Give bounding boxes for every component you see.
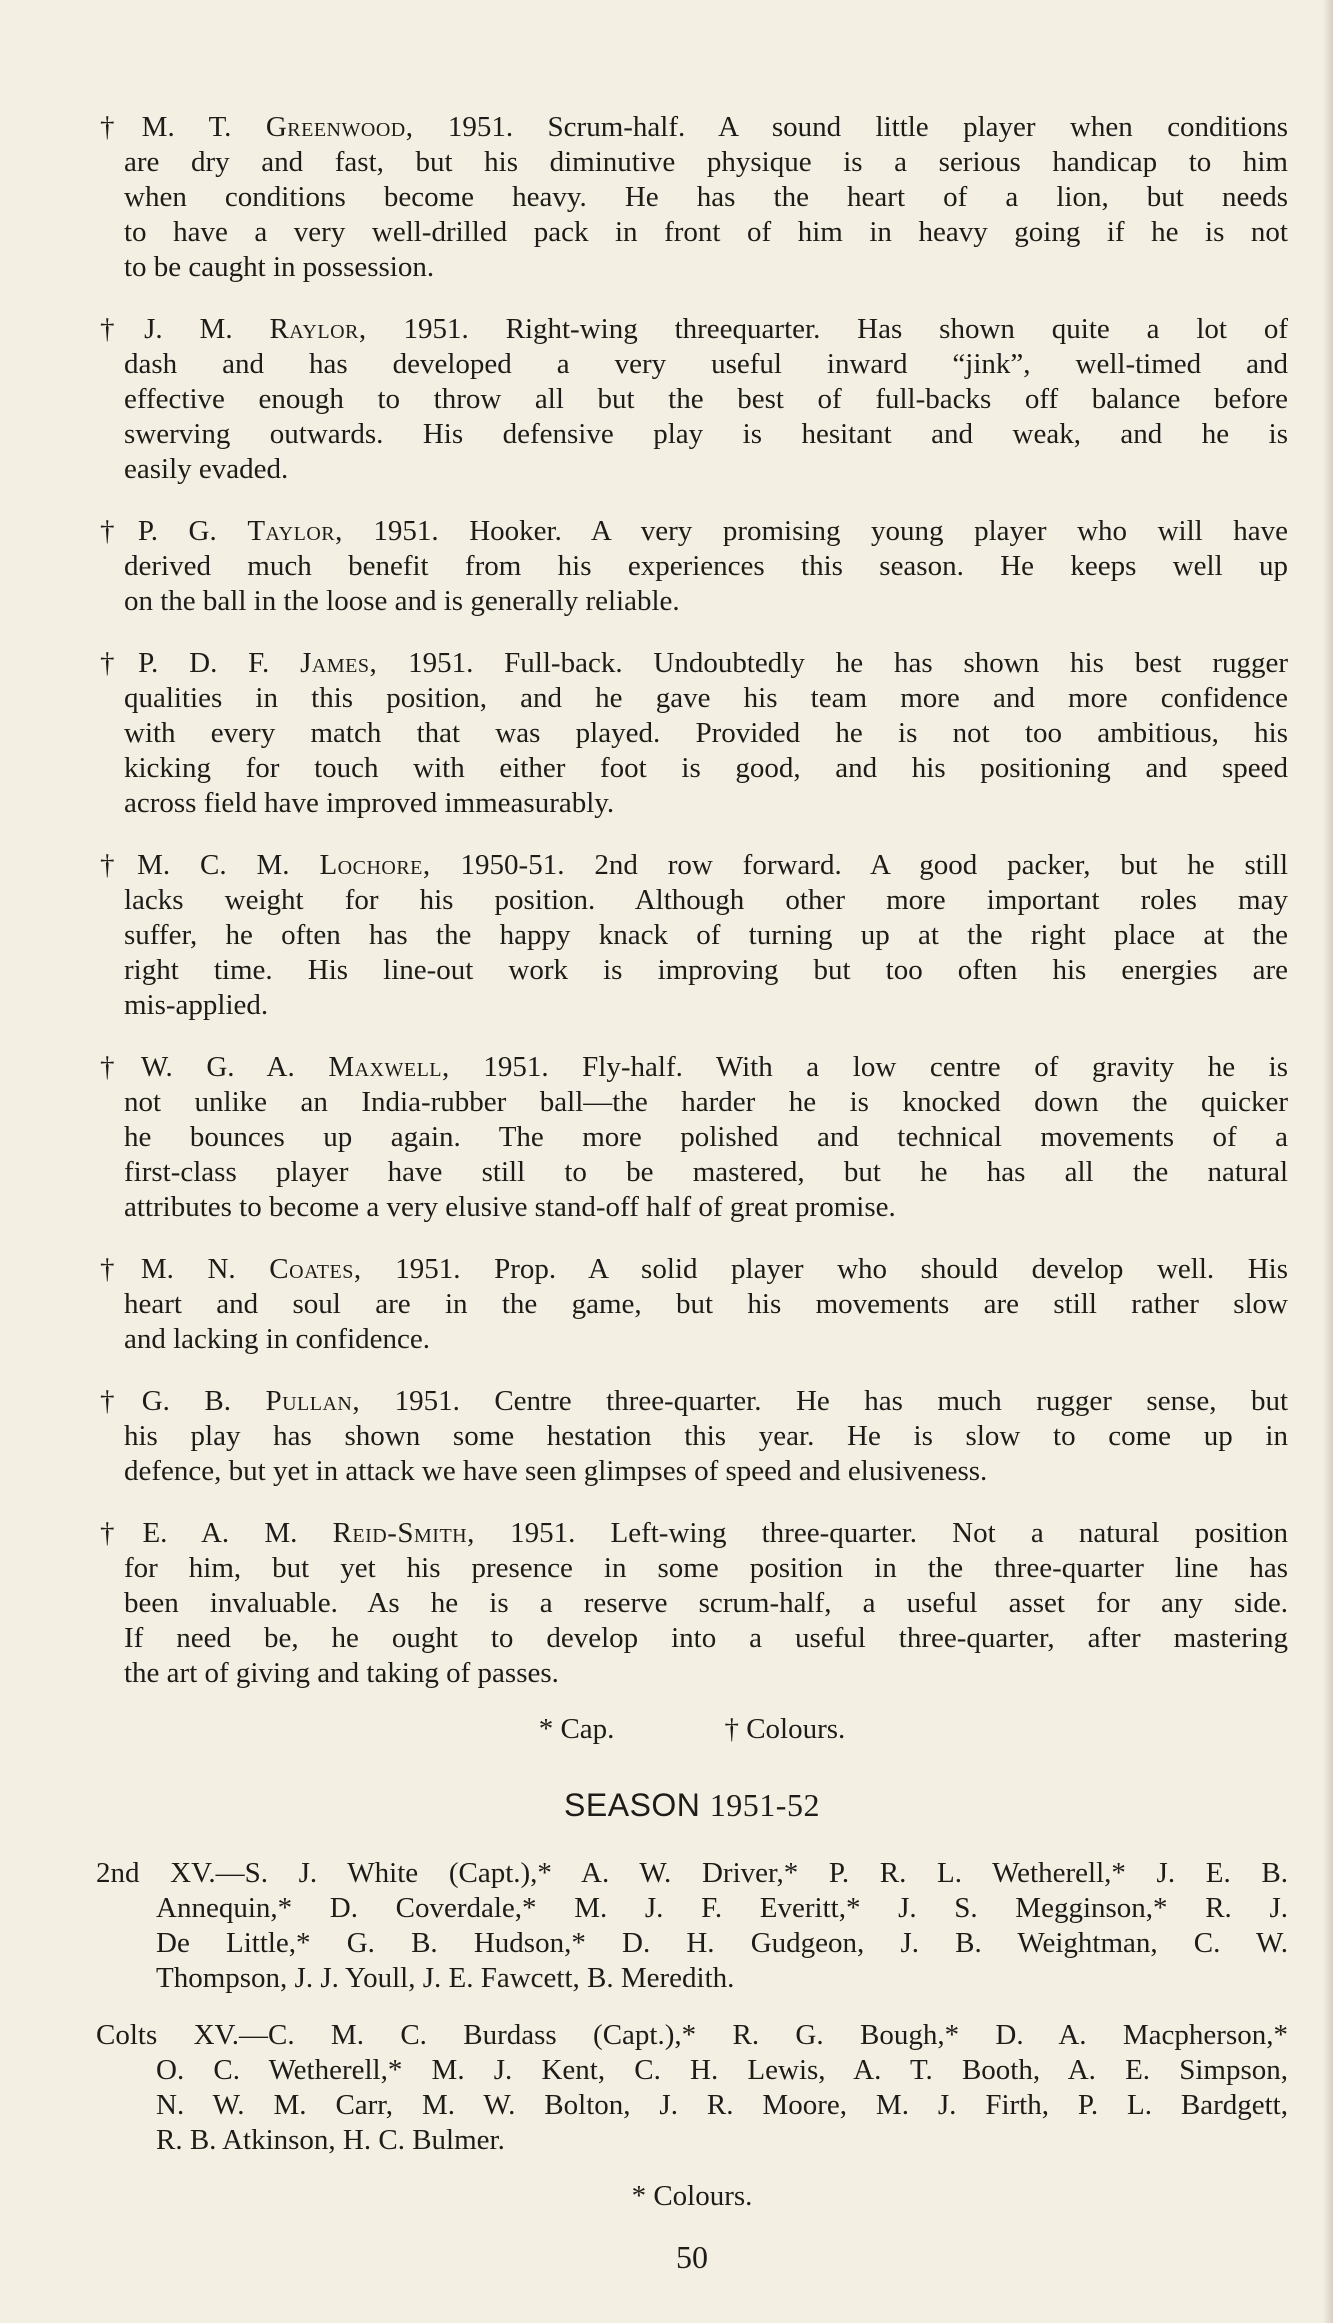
entry-line: with every match that was played. Provided he is not too ambitious, his xyxy=(124,717,1288,749)
entry-line: defence, but yet in attack we have seen glimpses of speed and elusiveness. xyxy=(124,1455,988,1487)
team-line: Colts XV.—C. M. C. Burdass (Capt.),* R. G. Bough,* D. A. Macpherson,* xyxy=(96,2019,1288,2051)
entry-line: not unlike an India-rubber ball—the harder he is knocked down the quicker xyxy=(124,1086,1288,1118)
player-entry-coates xyxy=(96,1252,1288,1357)
player-initials: P. G. xyxy=(137,515,217,547)
player-initials: M. T. xyxy=(141,111,232,143)
player-surname: James, xyxy=(300,647,378,679)
player-surname: Pullan, xyxy=(265,1385,361,1417)
team-list-2nd-xv xyxy=(96,1856,1288,1996)
player-surname: Raylor, xyxy=(269,313,367,345)
entry-line: on the ball in the loose and is generally reliable. xyxy=(124,585,680,617)
page-number: 50 xyxy=(676,2239,708,2275)
entry-line: effective enough to throw all but the best of full-backs off balance before xyxy=(124,383,1288,415)
entry-line: swerving outwards. His defensive play is hesitant and weak, and he is xyxy=(124,418,1288,450)
entry-line: 1951. Fly-half. With a low centre of gravity he is xyxy=(449,1051,1288,1083)
cap-colours-legend xyxy=(96,1712,1288,1747)
team-line: 2nd XV.—S. J. White (Capt.),* A. W. Driver,* P. R. L. Wetherell,* J. E. B. xyxy=(96,1857,1288,1889)
entry-line: for him, but yet his presence in some position in the three-quarter line has xyxy=(124,1552,1288,1584)
team-line: Thompson, J. J. Youll, J. E. Fawcett, B. Meredith. xyxy=(156,1962,735,1994)
colours-dagger: † xyxy=(100,1385,142,1417)
player-initials: P. D. F. xyxy=(138,647,270,679)
entry-line: 1951. Scrum-half. A sound little player when conditions xyxy=(413,111,1289,143)
player-entry-taylor xyxy=(96,514,1288,619)
player-initials: E. A. M. xyxy=(142,1517,298,1549)
player-initials: M. N. xyxy=(140,1253,236,1285)
team-line: R. B. Atkinson, H. C. Bulmer. xyxy=(156,2124,505,2156)
entry-line: easily evaded. xyxy=(124,453,289,485)
player-surname: Maxwell, xyxy=(328,1051,450,1083)
entry-line: to have a very well-drilled pack in front of him in heavy going if he is not xyxy=(124,216,1288,248)
colours-dagger: † xyxy=(100,111,142,143)
player-initials: J. M. xyxy=(144,313,233,345)
player-entry-maxwell xyxy=(96,1050,1288,1225)
colours-dagger: † xyxy=(100,1517,143,1549)
page-edge xyxy=(1323,0,1333,2323)
player-entry-raylor xyxy=(96,312,1288,487)
entry-line: right time. His line-out work is improving but too often his energies are xyxy=(124,954,1288,986)
team-line: Annequin,* D. Coverdale,* M. J. F. Everitt,* J. S. Megginson,* R. J. xyxy=(156,1892,1288,1924)
player-surname: Coates, xyxy=(269,1253,362,1285)
season-heading xyxy=(96,1787,1288,1824)
entry-line: suffer, he often has the happy knack of turning up at the right place at the xyxy=(124,919,1288,951)
player-initials: G. B. xyxy=(141,1385,231,1417)
player-entry-pullan xyxy=(96,1384,1288,1489)
colours-dagger: † xyxy=(100,1253,141,1285)
cap-legend: * Cap. xyxy=(538,1713,615,1745)
player-surname: Taylor, xyxy=(247,515,343,547)
entry-line: his play has shown some hestation this year. He is slow to come up in xyxy=(124,1420,1288,1452)
colours-dagger: † xyxy=(100,647,139,679)
colours-dagger: † xyxy=(100,849,138,881)
entry-line: heart and soul are in the game, but his movements are still rather slow xyxy=(124,1288,1288,1320)
season-label: SEASON xyxy=(564,1787,701,1823)
player-initials: W. G. A. xyxy=(140,1051,295,1083)
entry-line: qualities in this position, and he gave his team more and more confidence xyxy=(124,682,1288,714)
player-surname: Reid-Smith, xyxy=(332,1517,475,1549)
team-line: De Little,* G. B. Hudson,* D. H. Gudgeon, J. B. Weightman, C. W. xyxy=(156,1927,1288,1959)
entry-line: kicking for touch with either foot is good, and his positioning and speed xyxy=(124,752,1288,784)
entry-line: the art of giving and taking of passes. xyxy=(124,1657,559,1689)
entry-line: 1951. Full-back. Undoubtedly he has shown his best rugger xyxy=(377,647,1289,679)
colours-dagger: † xyxy=(100,313,145,345)
entry-line: 1951. Left-wing three-quarter. Not a natural position xyxy=(474,1517,1289,1549)
team-line: N. W. M. Carr, M. W. Bolton, J. R. Moore, M. J. Firth, P. L. Bardgett, xyxy=(156,2089,1288,2121)
player-surname: Lochore, xyxy=(319,849,431,881)
entry-line: 1951. Hooker. A very promising young player who will have xyxy=(342,515,1289,547)
player-initials: M. C. M. xyxy=(137,849,290,881)
colours-dagger: † xyxy=(100,515,138,547)
entry-line: lacks weight for his position. Although other more important roles may xyxy=(124,884,1288,916)
colours-legend: † Colours. xyxy=(724,1713,846,1745)
colours-note: * Colours. xyxy=(631,2180,753,2212)
entry-line: dash and has developed a very useful inward “jink”, well-timed and xyxy=(124,348,1288,380)
entry-line: 1951. Centre three-quarter. He has much rugger sense, but xyxy=(360,1385,1289,1417)
entry-line: he bounces up again. The more polished and technical movements of a xyxy=(124,1121,1288,1153)
entry-line: been invaluable. As he is a reserve scrum-half, a useful asset for any side. xyxy=(124,1587,1288,1619)
entry-line: 1950-51. 2nd row forward. A good packer, but he still xyxy=(430,849,1289,881)
player-surname: Greenwood, xyxy=(265,111,414,143)
team-list-colts-xv xyxy=(96,2018,1288,2158)
entry-line: first-class player have still to be mastered, but he has all the natural xyxy=(124,1156,1288,1188)
entry-line: and lacking in confidence. xyxy=(124,1323,430,1355)
entry-line: across field have improved immeasurably. xyxy=(124,787,615,819)
team-line: O. C. Wetherell,* M. J. Kent, C. H. Lewis, A. T. Booth, A. E. Simpson, xyxy=(156,2054,1288,2086)
player-entry-james xyxy=(96,646,1288,821)
entry-line: 1951. Right-wing threequarter. Has shown quite a lot of xyxy=(366,313,1289,345)
entry-line: are dry and fast, but his diminutive physique is a serious handicap to him xyxy=(124,146,1288,178)
entry-line: derived much benefit from his experiences this season. He keeps well up xyxy=(124,550,1288,582)
entry-line: attributes to become a very elusive stand-off half of great promise. xyxy=(124,1191,896,1223)
player-entry-greenwood xyxy=(96,110,1288,285)
page-content xyxy=(96,110,1288,2276)
entry-line: mis-applied. xyxy=(124,989,269,1021)
season-years: 1951-52 xyxy=(709,1787,820,1823)
player-entry-lochore xyxy=(96,848,1288,1023)
entry-line: 1951. Prop. A solid player who should develop well. His xyxy=(361,1253,1289,1285)
entry-line: when conditions become heavy. He has the heart of a lion, but needs xyxy=(124,181,1288,213)
player-entry-reid-smith xyxy=(96,1516,1288,1691)
entry-line: to be caught in possession. xyxy=(124,251,435,283)
entry-line: If need be, he ought to develop into a useful three-quarter, after mastering xyxy=(124,1622,1288,1654)
colours-dagger: † xyxy=(100,1051,141,1083)
